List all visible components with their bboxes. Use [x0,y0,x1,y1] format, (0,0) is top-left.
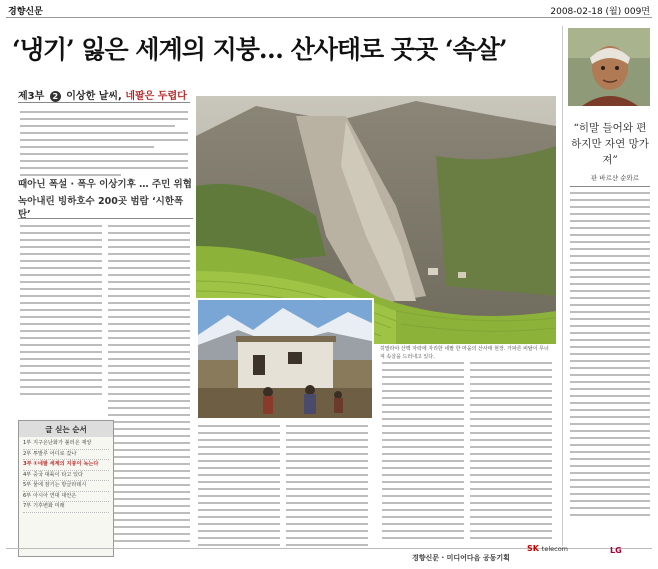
series-order-item: 6부 아시아 연대 대안은 [23,492,109,503]
sk-logo-sub: telecom [541,545,569,553]
series-rule [18,102,190,103]
body-column-2 [108,225,190,547]
quote-author: 판 바르샨 순와르 [590,174,640,182]
series-order-item: 5부 물에 잠기는 방글라데시 [23,481,109,492]
pull-quote: “히말 들어와 편하지만 자연 망가져” [571,122,649,166]
subhead-2: 녹아내린 빙하호수 200곳 범람 ‘시한폭탄’ [18,196,184,220]
series-label [18,87,190,102]
body-column-6 [470,362,552,544]
series-subtitle: 네팔은 두렵다 [125,91,187,102]
portrait-photo [568,28,650,106]
series-number: 2 [50,91,61,102]
series-order-item: 3부 ①네팔 세계의 지붕이 녹는다 [23,460,109,471]
sponsor-line: 경향신문 · 미디어다음 공동기획 [412,554,510,562]
quote-rule [570,186,650,187]
series-order-box [18,420,114,557]
series-title: 이상한 날씨, [66,91,122,102]
body-column-1 [20,225,102,400]
dateline: 2008-02-18 (월) 009면 [550,7,650,17]
photo-caption: 히말라야 산맥 자락에 자리한 네팔 한 마을의 산사태 현장. 가파른 비탈이 무너져 속살을 드러내고 있다. [380,346,549,360]
series-order-title: 글 싣는 순서 [19,421,113,437]
series-order-item: 2부 투발루 어디로 갔나 [23,450,109,461]
sk-telecom-logo [527,544,568,553]
series-order-item: 4부 중국 대륙이 타고 있다 [23,471,109,482]
village-inset-photo [196,298,374,420]
right-column-rule [562,26,563,546]
subhead-rule [18,218,193,219]
sk-logo-mark: SK [527,544,539,553]
lg-logo: LG [610,546,622,555]
subhead-1: 때아닌 폭설 · 폭우 이상기후 … 주민 위협 [18,179,192,190]
body-column-4 [286,425,368,551]
body-column-7 [570,192,650,521]
top-rule [6,17,652,18]
series-order-list [19,437,113,515]
headline: ‘냉기’ 잃은 세계의 지붕… 산사태로 곳곳 ‘속살’ [12,35,507,64]
body-column-3 [198,425,280,551]
lead-paragraph [20,111,188,181]
series-order-item: 7부 기후변화 미래 [23,502,109,513]
series-order-item: 1부 지구온난화가 불러온 재앙 [23,439,109,450]
masthead: 경향신문 [8,7,43,17]
series-part: 제3부 [18,91,45,102]
body-column-5 [382,362,464,544]
